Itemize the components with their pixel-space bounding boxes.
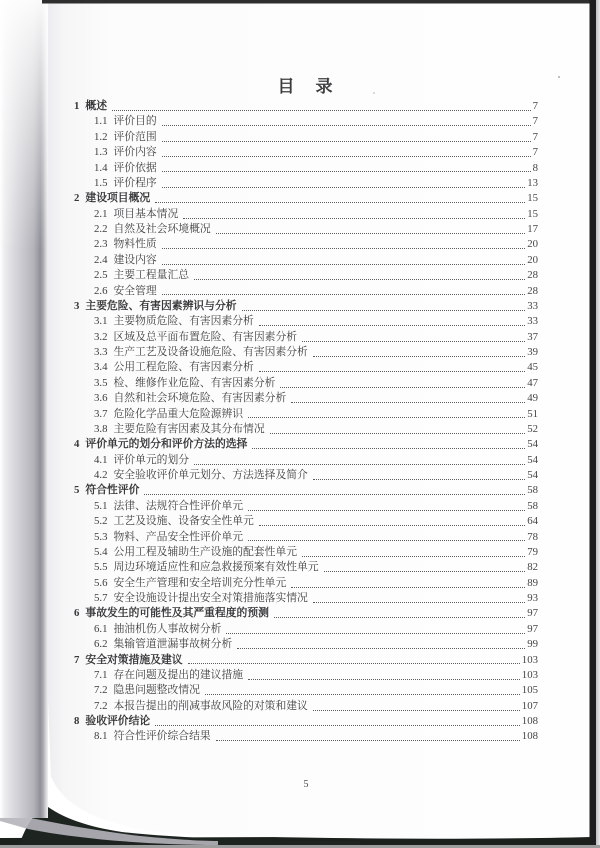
toc-entry — [74, 161, 538, 176]
toc-entry-page: 54 — [527, 438, 538, 451]
toc-entry-page: 7 — [532, 146, 538, 159]
dot-leader — [162, 156, 531, 157]
toc-entry — [74, 591, 538, 606]
toc-entry-number: 2.5 — [94, 269, 108, 282]
toc-entry-number: 2 — [74, 192, 80, 205]
dot-leader — [162, 125, 531, 126]
toc-entry-page: 13 — [527, 176, 538, 189]
dot-leader — [270, 433, 526, 434]
toc-entry-page: 20 — [527, 253, 538, 266]
toc-entry-number: 4 — [74, 438, 80, 451]
toc-entry — [74, 576, 538, 591]
toc-entry-number: 5.2 — [94, 515, 108, 528]
toc-entry-label — [94, 668, 243, 683]
toc-entry — [74, 729, 538, 744]
toc-entry-title: 物料性质 — [113, 238, 157, 251]
toc-entry-number: 2.4 — [94, 253, 108, 266]
dot-leader — [188, 663, 520, 664]
dot-leader — [259, 325, 525, 326]
toc-entry-number: 1.4 — [94, 161, 108, 174]
toc-entry-title: 安全管理 — [113, 284, 157, 297]
dot-leader — [162, 264, 526, 265]
toc-entry — [74, 483, 538, 498]
toc-entry-label — [94, 345, 308, 360]
dot-leader — [162, 171, 531, 172]
dot-leader — [112, 110, 531, 111]
toc-entry — [74, 268, 538, 283]
toc-entry-title: 建设内容 — [113, 253, 157, 266]
dot-leader — [205, 694, 520, 695]
toc-entry-title: 公用工程危险、有害因素分析 — [113, 361, 254, 374]
toc-entry-number: 7 — [74, 653, 80, 666]
toc-entry-title: 生产工艺及设备设施危险、有害因素分析 — [113, 346, 308, 358]
toc-entry-page: 99 — [527, 638, 538, 651]
dot-leader — [162, 248, 526, 249]
toc-entry-title: 隐患问题整改情况 — [113, 684, 200, 697]
toc-entry-title: 检、维修作业危险、有害因素分析 — [113, 376, 276, 389]
toc-entry-label — [94, 514, 254, 529]
toc-entry-number: 2.3 — [94, 238, 108, 251]
toc-entry-number: 8.1 — [94, 730, 108, 743]
toc-entry-title: 评价依据 — [113, 161, 157, 174]
toc-entry-page: 97 — [527, 607, 538, 620]
toc-entry-label — [74, 653, 183, 668]
dot-leader — [302, 341, 525, 342]
toc-entry-label — [94, 576, 286, 591]
toc-entry-label — [94, 637, 232, 652]
toc-entry-number: 1 — [74, 100, 80, 112]
toc-entry-title: 事故发生的可能性及其严重程度的预测 — [85, 607, 269, 620]
toc-entry-label — [94, 729, 211, 744]
toc-entry-number: 2.2 — [94, 223, 108, 235]
toc-entry-page: 103 — [521, 653, 538, 666]
toc-entry-title: 主要物质危险、有害因素分析 — [113, 315, 254, 328]
dot-leader — [183, 218, 525, 219]
dot-leader — [216, 233, 526, 234]
dot-leader — [324, 571, 526, 572]
toc-entry-page: 7 — [532, 130, 538, 143]
toc-entry-title: 集输管道泄漏事故树分析 — [113, 638, 233, 651]
toc-entry-number: 2.6 — [94, 284, 108, 297]
toc-entry-label — [94, 145, 157, 160]
toc-entry-page: 8 — [532, 161, 538, 174]
toc-entry-title: 主要危险有害因素及其分布情况 — [113, 422, 265, 435]
toc-entry-page: 54 — [527, 453, 538, 466]
toc-entry-label — [94, 314, 254, 329]
toc-entry-page: 58 — [527, 484, 538, 497]
dot-leader — [237, 648, 525, 649]
toc-entry-label — [94, 222, 211, 237]
toc-entry-number: 6.1 — [94, 622, 108, 635]
toc-entry-page: 47 — [527, 376, 538, 389]
dot-leader — [194, 464, 525, 465]
toc-title: 目 录 — [277, 77, 335, 96]
toc-entry-page: 37 — [527, 330, 538, 343]
toc-entry-title: 符合性评价综合结果 — [113, 730, 211, 743]
toc-entry-number: 1.1 — [94, 115, 108, 128]
dot-leader — [313, 710, 520, 711]
toc-entry — [74, 284, 538, 299]
toc-entry — [74, 330, 538, 345]
toc-entry-label — [94, 530, 243, 545]
dot-leader — [252, 448, 525, 449]
dot-leader — [313, 356, 525, 357]
toc-entry-label — [74, 299, 237, 314]
toc-entry-title: 评价内容 — [113, 146, 157, 159]
toc-entry-page: 108 — [521, 715, 538, 727]
toc-entry-title: 评价程序 — [113, 176, 157, 189]
toc-entry-label — [94, 207, 178, 222]
toc-entry-title: 法律、法规符合性评价单元 — [113, 499, 244, 512]
toc-entry-label — [94, 560, 319, 575]
toc-entry-page: 7 — [532, 115, 538, 128]
toc-entry-page: 39 — [527, 346, 538, 358]
toc-entry-title: 安全验收评价单元划分、方法选择及简介 — [113, 469, 308, 481]
toc-entry — [74, 637, 538, 652]
toc-entry-label — [94, 499, 243, 514]
dot-leader — [226, 633, 525, 634]
dot-leader — [248, 510, 525, 511]
dot-leader — [216, 740, 520, 741]
toc-entry-number: 3.2 — [94, 330, 108, 343]
toc-entry-page: 7 — [532, 100, 538, 112]
dot-leader — [302, 556, 525, 557]
toc-entry-number: 6 — [74, 607, 80, 620]
toc-entry-title: 抽油机伤人事故树分析 — [113, 622, 222, 635]
toc-entry-label — [94, 407, 243, 422]
toc-entry — [74, 99, 538, 114]
toc-entry-label — [94, 360, 254, 375]
toc-entry-page: 107 — [521, 699, 538, 712]
toc-entry-page: 15 — [527, 207, 538, 220]
toc-entry-page: 49 — [527, 392, 538, 405]
toc-entry-number: 3.7 — [94, 407, 108, 420]
toc-entry — [74, 683, 538, 698]
toc-entry-page: 51 — [527, 407, 538, 420]
dot-leader — [259, 371, 525, 372]
toc-entry-number: 4.2 — [94, 469, 108, 481]
toc-entry-title: 主要危险、有害因素辨识与分析 — [85, 299, 237, 312]
toc-entry-number: 3.1 — [94, 315, 108, 328]
toc-entry-title: 概述 — [85, 100, 107, 112]
toc-entry-title: 本报告提出的削减事故风险的对策和建议 — [113, 699, 308, 712]
toc-entry-number: 1.3 — [94, 146, 108, 159]
toc-entry — [74, 453, 538, 468]
toc-list — [74, 99, 538, 745]
toc-entry-title: 评价单元的划分 — [113, 453, 190, 466]
toc-entry — [74, 653, 538, 668]
toc-entry-page: 108 — [521, 730, 538, 743]
toc-entry-label — [94, 237, 157, 252]
page-number: 5 — [303, 779, 309, 790]
toc-entry — [74, 391, 538, 406]
toc-entry — [74, 699, 538, 714]
toc-entry-page: 64 — [527, 515, 538, 528]
toc-entry-title: 项目基本情况 — [113, 207, 179, 220]
dot-leader — [144, 494, 525, 495]
toc-entry — [74, 176, 538, 191]
dot-leader — [155, 725, 520, 726]
toc-entry-title: 评价目的 — [113, 115, 157, 128]
toc-entry-title: 安全生产管理和安全培训充分性单元 — [113, 576, 287, 589]
toc-entry-label — [94, 253, 157, 268]
dot-leader — [280, 387, 525, 388]
toc-entry — [74, 130, 538, 145]
toc-entry-label — [74, 99, 107, 114]
toc-entry — [74, 145, 538, 160]
toc-entry-number: 5.5 — [94, 561, 108, 574]
toc-entry — [74, 422, 538, 437]
toc-entry-title: 公用工程及辅助生产设施的配套性单元 — [113, 545, 298, 558]
toc-entry-title: 验收评价结论 — [85, 715, 151, 727]
toc-entry-title: 符合性评价 — [85, 484, 140, 497]
toc-entry — [74, 299, 538, 314]
toc-entry-page: 33 — [527, 299, 538, 312]
toc-entry-page: 103 — [521, 668, 538, 681]
dot-leader — [274, 617, 525, 618]
toc-entry-page: 97 — [527, 622, 538, 635]
toc-entry-number: 5.1 — [94, 499, 108, 512]
toc-entry-page: 28 — [527, 284, 538, 297]
toc-entry-page: 52 — [527, 422, 538, 435]
toc-entry — [74, 437, 538, 452]
toc-entry-title: 自然和社会环境危险、有害因素分析 — [113, 392, 287, 405]
dot-leader — [162, 187, 526, 188]
toc-entry-page: 89 — [527, 576, 538, 589]
dot-leader — [162, 294, 526, 295]
toc-entry-label — [94, 161, 157, 176]
toc-entry — [74, 499, 538, 514]
toc-entry-title: 安全对策措施及建议 — [85, 653, 183, 666]
toc-entry-number: 5.3 — [94, 530, 108, 543]
toc-entry-title: 周边环境适应性和应急救援预案有效性单元 — [113, 561, 319, 574]
toc-entry — [74, 468, 538, 483]
toc-entry-title: 评价范围 — [113, 130, 157, 143]
toc-entry-number: 3 — [74, 299, 80, 312]
toc-entry-label — [74, 191, 150, 206]
toc-entry-page: 78 — [527, 530, 538, 543]
toc-entry-number: 1.2 — [94, 130, 108, 143]
toc-entry-label — [94, 176, 157, 191]
dot-leader — [248, 417, 525, 418]
toc-entry-page: 54 — [527, 469, 538, 481]
toc-entry-label — [94, 114, 157, 129]
toc-entry — [74, 622, 538, 637]
toc-entry-title: 安全设施设计提出安全对策措施落实情况 — [113, 592, 308, 604]
dot-leader — [313, 479, 525, 480]
toc-entry-label — [94, 545, 297, 560]
toc-entry — [74, 360, 538, 375]
toc-entry-number: 1.5 — [94, 176, 108, 189]
toc-entry — [74, 407, 538, 422]
toc-entry-title: 自然及社会环境概况 — [113, 223, 211, 235]
toc-entry-label — [94, 268, 189, 283]
toc-entry-number: 5 — [74, 484, 80, 497]
dot-leader — [194, 279, 525, 280]
toc-entry-number: 3.5 — [94, 376, 108, 389]
toc-entry — [74, 345, 538, 360]
toc-entry-label — [94, 683, 200, 698]
toc-entry-title: 主要工程量汇总 — [113, 269, 190, 282]
toc-entry-number: 3.8 — [94, 422, 108, 435]
toc-entry-page: 105 — [521, 684, 538, 697]
toc-entry-label — [74, 437, 247, 452]
toc-entry-label — [94, 591, 308, 606]
toc-entry-label — [94, 622, 221, 637]
toc-entry-page: 33 — [527, 315, 538, 328]
toc-entry — [74, 191, 538, 206]
toc-entry — [74, 606, 538, 621]
toc-entry — [74, 237, 538, 252]
dot-leader — [162, 141, 531, 142]
toc-entry-page: 93 — [527, 592, 538, 604]
toc-entry-number: 4.1 — [94, 453, 108, 466]
toc-entry-label — [94, 130, 157, 145]
toc-entry-label — [74, 714, 150, 729]
toc-entry-page: 45 — [527, 361, 538, 374]
toc-entry-page: 20 — [527, 238, 538, 251]
toc-entry — [74, 514, 538, 529]
toc-entry-page: 15 — [527, 192, 538, 205]
toc-entry-number: 7.2 — [94, 684, 108, 697]
toc-entry — [74, 668, 538, 683]
toc-entry-number: 7.1 — [94, 668, 108, 681]
toc-entry-number: 5.6 — [94, 576, 108, 589]
toc-entry-title: 物料、产品安全性评价单元 — [113, 530, 244, 543]
toc-entry-label — [94, 391, 286, 406]
toc-entry-page: 58 — [527, 499, 538, 512]
toc-entry-number: 3.6 — [94, 392, 108, 405]
dot-leader — [291, 402, 525, 403]
toc-entry — [74, 314, 538, 329]
toc-entry-number: 6.2 — [94, 638, 108, 651]
toc-entry-title: 区域及总平面布置危险、有害因素分析 — [113, 330, 298, 343]
dot-leader — [248, 679, 520, 680]
toc-entry-page: 28 — [527, 269, 538, 282]
toc-entry-page: 82 — [527, 561, 538, 574]
toc-entry — [74, 714, 538, 729]
toc-entry-number: 8 — [74, 715, 80, 727]
toc-entry-label — [94, 376, 275, 391]
toc-entry — [74, 222, 538, 237]
toc-entry-title: 评价单元的划分和评价方法的选择 — [85, 438, 248, 451]
dot-leader — [259, 525, 525, 526]
toc-entry-number: 2.1 — [94, 207, 108, 220]
toc-entry-label — [94, 453, 189, 468]
toc-entry — [74, 376, 538, 391]
dot-leader — [248, 540, 525, 541]
toc-entry-number: 5.4 — [94, 545, 108, 558]
toc-entry-label — [74, 483, 139, 498]
dot-leader — [155, 202, 525, 203]
toc-entry-title: 工艺及设施、设备安全性单元 — [113, 515, 254, 528]
toc-entry-label — [94, 422, 265, 437]
dot-leader — [291, 587, 525, 588]
toc-entry-number: 5.7 — [94, 592, 108, 604]
toc-entry-label — [94, 284, 157, 299]
toc-entry — [74, 545, 538, 560]
toc-entry — [74, 207, 538, 222]
toc-entry-label — [94, 468, 308, 483]
toc-entry-number: 3.4 — [94, 361, 108, 374]
dot-leader — [313, 602, 525, 603]
dot-leader — [242, 310, 526, 311]
toc-entry — [74, 114, 538, 129]
toc-entry-label — [94, 699, 308, 714]
toc-entry-title: 建设项目概况 — [85, 192, 151, 205]
toc-entry-label — [74, 606, 269, 621]
toc-entry — [74, 530, 538, 545]
toc-entry-number: 3.3 — [94, 346, 108, 358]
toc-entry — [74, 560, 538, 575]
toc-entry-label — [94, 330, 297, 345]
toc-entry-page: 17 — [527, 223, 538, 235]
toc-entry-number: 7.2 — [94, 699, 108, 712]
toc-entry-title: 存在问题及提出的建议措施 — [113, 668, 244, 681]
toc-entry-title: 危险化学品重大危险源辨识 — [113, 407, 244, 420]
toc-entry — [74, 253, 538, 268]
toc-entry-page: 79 — [527, 545, 538, 558]
